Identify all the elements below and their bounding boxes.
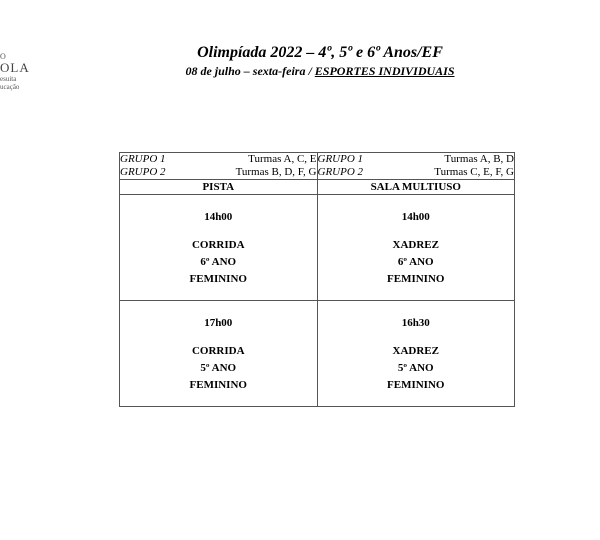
slot-sport: XADREZ [392, 239, 439, 251]
groups-row [120, 153, 515, 180]
group-classes: Turmas C, E, F, G [434, 166, 514, 178]
slot-cell [317, 301, 515, 407]
page-title: Olimpíada 2022 – 4º, 5º e 6º Anos/EF [197, 44, 443, 61]
slot-gender: FEMININO [189, 379, 247, 391]
slot-event [318, 343, 515, 394]
slot-row [120, 301, 515, 407]
group-classes: Turmas A, C, E [248, 153, 317, 165]
group-name: GRUPO 1 [120, 153, 166, 165]
logo-line-1: O [0, 52, 6, 61]
slot-gender: FEMININO [387, 379, 445, 391]
subtitle-date: 08 de julho – sexta-feira / [185, 64, 315, 78]
slot-sport: XADREZ [392, 345, 439, 357]
slot-time: 16h30 [401, 317, 430, 329]
slot-grade: 6º ANO [200, 256, 237, 268]
slot-time: 14h00 [401, 211, 430, 223]
groups-cell-left [120, 153, 318, 180]
school-logo [0, 52, 40, 91]
slot-cell [120, 195, 318, 301]
logo-line-4: ucação [0, 83, 20, 91]
slot-event [120, 237, 317, 288]
slot-cell [120, 301, 318, 407]
slot-sport: CORRIDA [191, 345, 245, 357]
slot-time: 14h00 [204, 211, 233, 223]
slot-cell [317, 195, 515, 301]
page-subtitle [110, 64, 530, 79]
group-row [120, 166, 317, 179]
venue-right: SALA MULTIUSO [317, 180, 515, 195]
schedule-table [119, 152, 515, 407]
venue-row [120, 180, 515, 195]
slot-time: 17h00 [204, 317, 233, 329]
group-name: GRUPO 2 [120, 166, 166, 178]
logo-line-3: esuita [0, 75, 17, 83]
slot-grade: 6º ANO [397, 256, 434, 268]
slot-event [318, 237, 515, 288]
group-row [318, 166, 515, 179]
group-name: GRUPO 1 [317, 153, 364, 165]
subtitle-category: ESPORTES INDIVIDUAIS [314, 64, 455, 78]
group-name: GRUPO 2 [317, 166, 364, 178]
group-classes: Turmas B, D, F, G [235, 166, 317, 178]
slot-sport: CORRIDA [191, 239, 245, 251]
group-row [318, 153, 515, 166]
slot-event [120, 343, 317, 394]
groups-cell-right [317, 153, 515, 180]
slot-grade: 5º ANO [397, 362, 434, 374]
slot-gender: FEMININO [189, 273, 247, 285]
venue-left: PISTA [120, 180, 318, 195]
slot-gender: FEMININO [387, 273, 445, 285]
group-classes: Turmas A, B, D [444, 153, 514, 165]
logo-line-2: OLA [0, 60, 30, 75]
slot-row [120, 195, 515, 301]
slot-grade: 5º ANO [200, 362, 237, 374]
group-row [120, 153, 317, 166]
